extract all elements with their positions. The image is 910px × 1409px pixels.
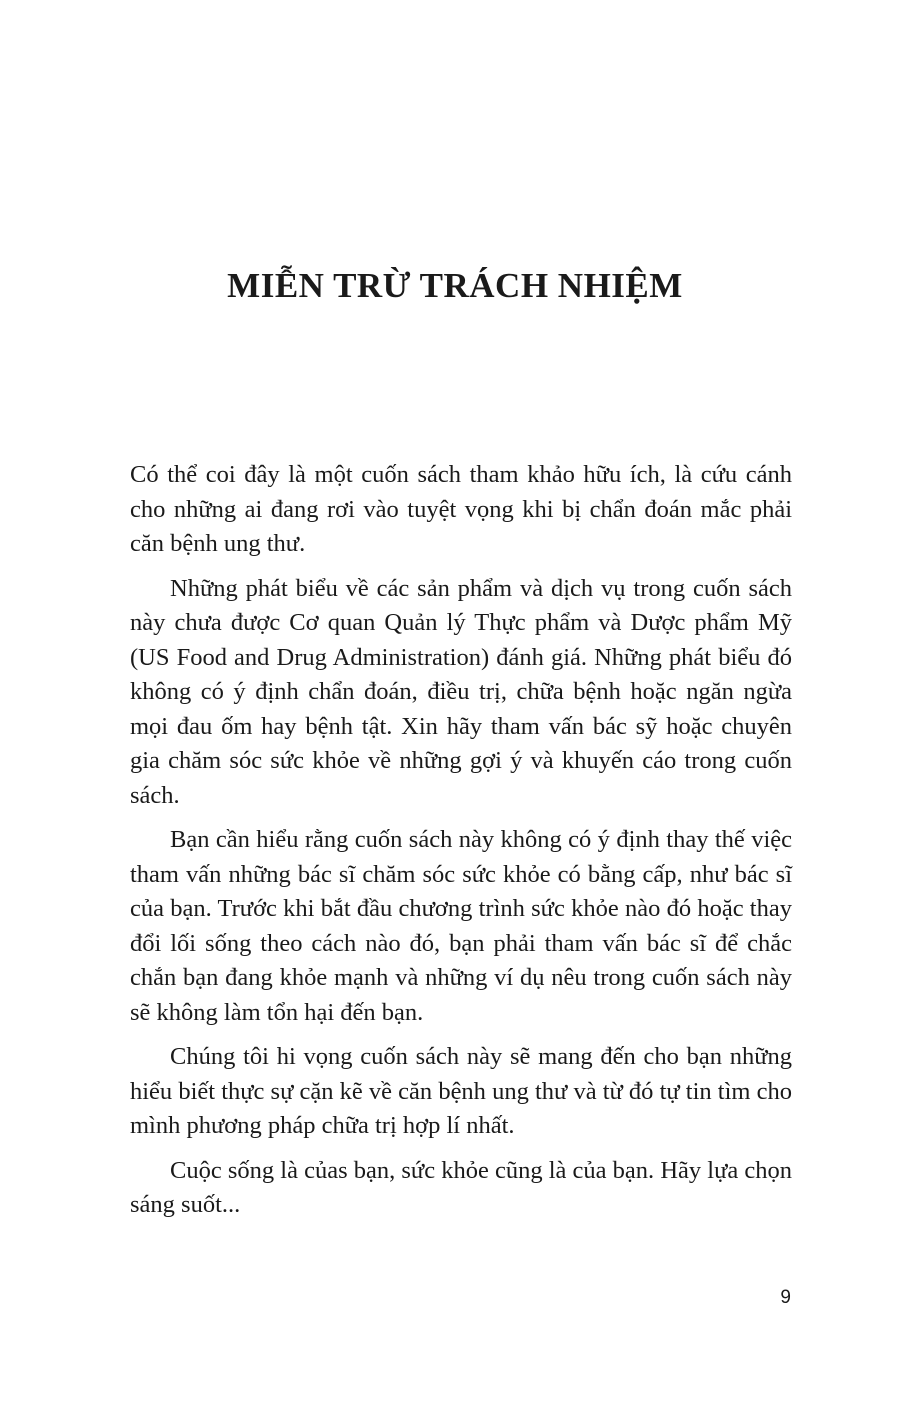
paragraph-1: Có thể coi đây là một cuốn sách tham khảo hữu ích, là cứu cánh cho những ai đang rơi vào tuyệt vọng khi bị chẩn đoán mắc phải căn bệnh ung thư. [130, 461, 792, 557]
paragraph-3: Bạn cần hiểu rằng cuốn sách này không có ý định thay thế việc tham vấn những bác sĩ chăm sóc sức khỏe có bằng cấp, như bác sĩ của bạn. Trước khi bắt đầu chương trình sức khỏe nào đó hoặc thay đổi lối sống theo cách nào đó, bạn phải tham vấn bác sĩ để chắc chắn bạn đang khỏe mạnh và những ví dụ nêu trong cuốn sách này sẽ không làm tổn hại đến bạn. [130, 826, 792, 1026]
page-title: MIỄN TRỪ TRÁCH NHIỆM [227, 266, 683, 305]
paragraph-4: Chúng tôi hi vọng cuốn sách này sẽ mang đến cho bạn những hiểu biết thực sự cặn kẽ về căn bệnh ung thư và từ đó tự tin tìm cho mình phương pháp chữa trị hợp lí nhất. [130, 1043, 792, 1139]
disclaimer-body [130, 458, 792, 1233]
page-number: 9 [780, 1287, 791, 1308]
paragraph-5: Cuộc sống là củas bạn, sức khỏe cũng là của bạn. Hãy lựa chọn sáng suốt... [130, 1156, 792, 1218]
paragraph-2: Những phát biểu về các sản phẩm và dịch vụ trong cuốn sách này chưa được Cơ quan Quản lý Thực phẩm và Dược phẩm Mỹ (US Food and Drug Administration) đánh giá. Những phát biểu đó không có ý định chẩn đoán, điều trị, chữa bệnh hoặc ngăn ngừa mọi đau ốm hay bệnh tật. Xin hãy tham vấn bác sỹ hoặc chuyên gia chăm sóc sức khỏe về những gợi ý và khuyến cáo trong cuốn sách. [130, 574, 792, 809]
